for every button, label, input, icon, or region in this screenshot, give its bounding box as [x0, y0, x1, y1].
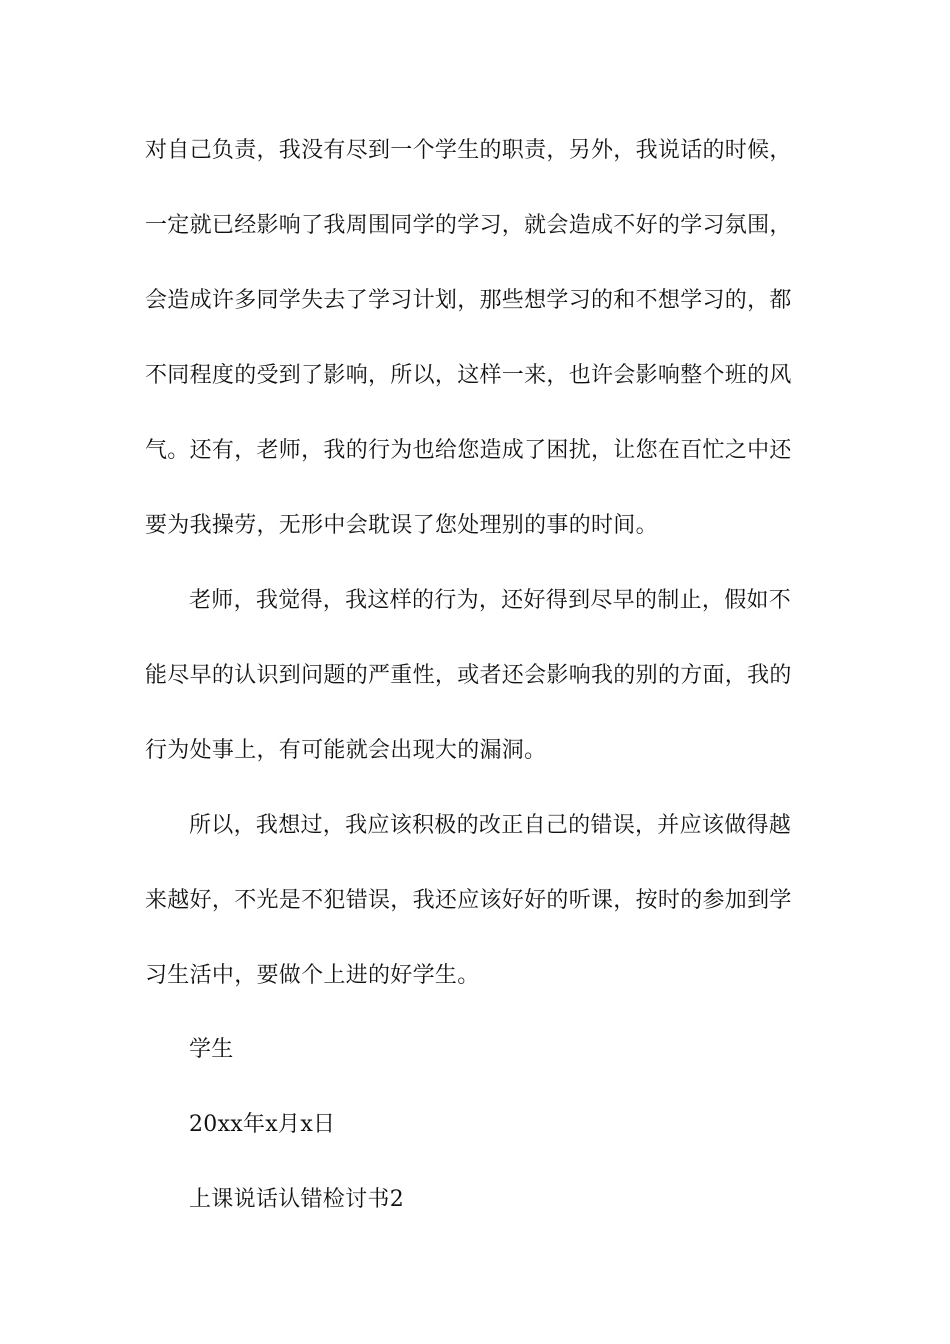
next-document-title: 上课说话认错检讨书2 [189, 1187, 404, 1212]
date: 20xx年x月x日 [189, 1112, 336, 1137]
paragraph-3-line-1: 所以，我想过，我应该积极的改正自己的错误，并应该做得越 [189, 813, 792, 838]
paragraph-2-line-1: 老师，我觉得，我这样的行为，还好得到尽早的制止，假如不 [189, 588, 792, 613]
paragraph-1-line-2: 一定就已经影响了我周围同学的学习，就会造成不好的学习氛围， [145, 213, 792, 238]
signature: 学生 [189, 1037, 234, 1062]
paragraph-2-line-2: 能尽早的认识到问题的严重性，或者还会影响我的别的方面，我的 [145, 663, 792, 688]
paragraph-3-line-3: 习生活中，要做个上进的好学生。 [145, 963, 480, 988]
paragraph-3-line-2: 来越好，不光是不犯错误，我还应该好好的听课，按时的参加到学 [145, 888, 792, 913]
paragraph-1-line-4: 不同程度的受到了影响，所以，这样一来，也许会影响整个班的风 [145, 363, 792, 388]
paragraph-1-line-6: 要为我操劳，无形中会耽误了您处理别的事的时间。 [145, 513, 658, 538]
paragraph-1-line-5: 气。还有，老师，我的行为也给您造成了困扰，让您在百忙之中还 [145, 438, 792, 463]
paragraph-1-line-3: 会造成许多同学失去了学习计划，那些想学习的和不想学习的，都 [145, 288, 792, 313]
paragraph-1-line-1: 对自己负责，我没有尽到一个学生的职责，另外，我说话的时候， [145, 138, 792, 163]
paragraph-2-line-3: 行为处事上，有可能就会出现大的漏洞。 [145, 738, 547, 763]
